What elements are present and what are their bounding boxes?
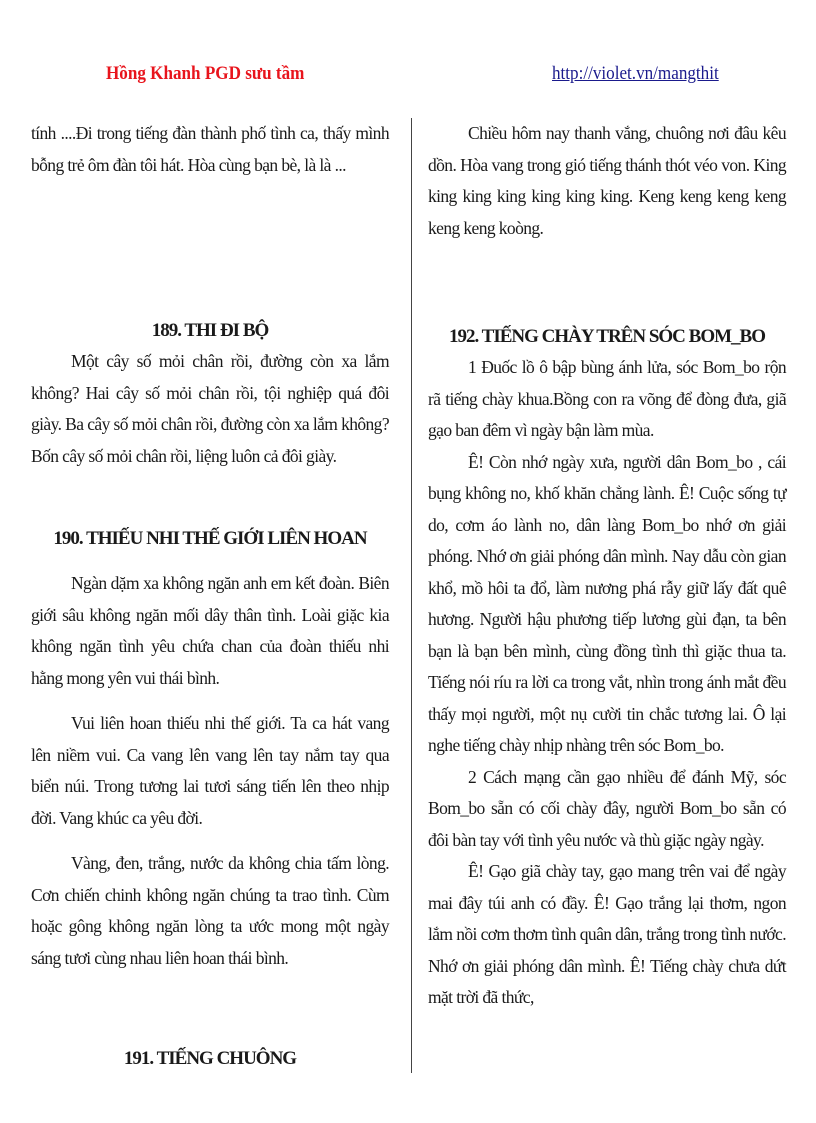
left-column <box>31 118 389 181</box>
song-190-verse-1: Ngàn dặm xa không ngăn anh em kết đoàn. Biên giới sâu không ngăn mối dây thân tình. Loài giặc kia không ngăn tình yêu chứa chan của đoàn thiếu nhi hằng mong yên vui thái bình. <box>31 573 389 688</box>
header-link[interactable]: http://violet.vn/mangthit <box>552 63 719 84</box>
song-192-verse-4: Ê! Gạo giã chày tay, gạo mang trên vai để ngày mai đây túi anh có đầy. Ê! Gạo trắng lại thơm, ngon lắm nồi cơm thơm tình quân dân, trắng trong tình nước. Nhớ ơn giải phóng dân mình. Ê! Tiếng chày chưa dứt mặt trời đã thức, <box>428 861 786 1007</box>
song-191-body <box>428 118 786 244</box>
header-author: Hồng Khanh PGD sưu tầm <box>106 63 305 84</box>
song-190-verse-2: Vui liên hoan thiếu nhi thế giới. Ta ca hát vang lên niềm vui. Ca vang lên vang lên tay nắm tay qua biển núi. Trong tương lai tươi sáng tiến lên theo nhịp đời. Vang khúc ca yêu đời. <box>31 713 389 828</box>
song-190 <box>31 524 389 974</box>
song-190-verse-3: Vàng, đen, trắng, nước da không chia tấm lòng. Cơn chiến chinh không ngăn chúng ta trao tình. Cùm hoặc gông không ngăn lòng ta ước mong một ngày sáng tươi cùng nhau liên hoan thái bình. <box>31 853 389 968</box>
column-divider <box>411 118 412 1073</box>
song-192-verse-2: Ê! Còn nhớ ngày xưa, người dân Bom_bo , cái bụng không no, khố khăn chẳng lành. Ê! Cuộc sống tự do, cơm áo lành no, dân làng Bom_bo nhớ ơn giải phóng. Nhớ ơn giải phóng dân mình. Nay dẫu còn gian khổ, mồ hôi ta đổ, làm nương phá rẫy giữ lấy đất quê hương. Người hậu phương tiếp lương gùi đạn, ta bên bạn là bạn bên mình, cùng đồng tình thì giặc thua ta. Tiếng nói ríu ra lời ca trong vắt, nhìn trong ánh mắt đều thấy mọi người, một nụ cười tin chắc tương lai. Ô lại nghe tiếng chày nhịp nhàng trên sóc Bom_bo. <box>428 451 786 755</box>
song-189-title: 189. THI ĐI BỘ <box>151 320 269 341</box>
song-191-heading <box>31 1044 389 1074</box>
song-189-verse: Một cây số mỏi chân rồi, đường còn xa lắm không? Hai cây số mỏi chân rồi, tội nghiệp quá đôi giày. Ba cây số mỏi chân rồi, đường còn xa lắm không? Bốn cây số mỏi chân rồi, liệng luôn cả đôi giày. <box>31 351 389 466</box>
song-189 <box>31 316 389 472</box>
song-190-title: 190. THIẾU NHI THẾ GIỚI LIÊN HOAN <box>53 528 367 549</box>
song-191-title: 191. TIẾNG CHUÔNG <box>123 1048 297 1069</box>
song-192-verse-1: 1 Đuốc lồ ô bập bùng ánh lửa, sóc Bom_bo rộn rã tiếng chày khua.Bồng con ra võng để đòng đưa, giã gạo ban đêm vì ngày bận làm mùa. <box>428 357 786 440</box>
song-188-tail: tính ....Đi trong tiếng đàn thành phố tình ca, thấy mình bỗng trẻ ôm đàn tôi hát. Hòa cùng bạn bè, là là ... <box>31 123 389 175</box>
song-192-title: 192. TIẾNG CHÀY TRÊN SÓC BOM_BO <box>449 326 765 347</box>
song-191-verse: Chiều hôm nay thanh vắng, chuông nơi đâu kêu dồn. Hòa vang trong gió tiếng thánh thót véo von. King king king king king king king. Keng keng keng keng keng keng koòng. <box>428 123 786 238</box>
song-192-verse-3: 2 Cách mạng cần gạo nhiều để đánh Mỹ, sóc Bom_bo sẵn có cối chày đây, người Bom_bo sẵn có đôi bàn tay với tình yêu nước và thù giặc ngày ngày. <box>428 766 786 850</box>
song-192 <box>428 322 786 1014</box>
